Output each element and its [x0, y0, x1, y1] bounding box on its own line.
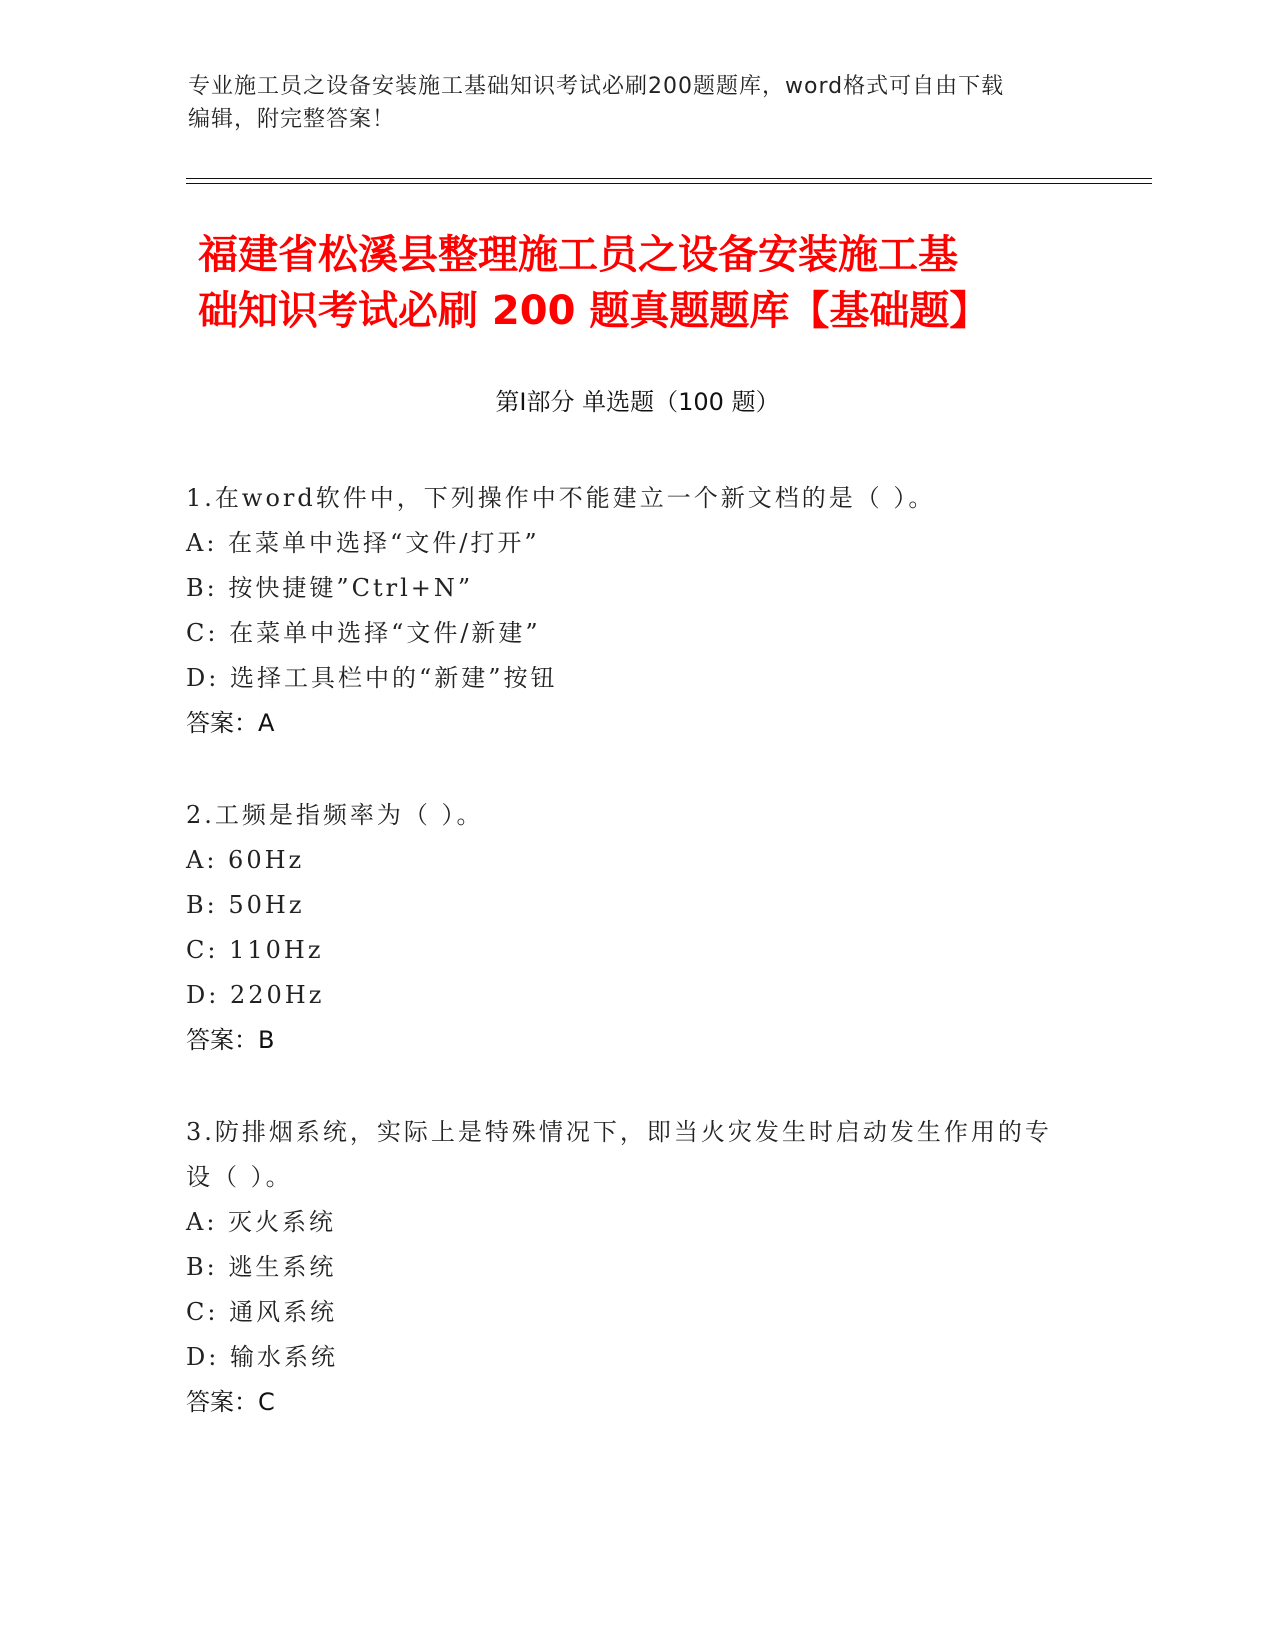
option-a: A: 60Hz — [186, 846, 305, 874]
option-d: D: 220Hz — [186, 981, 325, 1009]
question-3 — [186, 1110, 1086, 1425]
answer-line: 答案：B — [186, 1026, 275, 1054]
question-stem: 2.工频是指频率为（ ）。 — [186, 801, 484, 829]
option-b: B: 按快捷键”Ctrl+N” — [186, 574, 474, 602]
document-title-line-1: 福建省松溪县整理施工员之设备安装施工基 — [198, 232, 958, 278]
option-a: A: 在菜单中选择“文件/打开” — [186, 529, 540, 557]
option-c: C: 在菜单中选择“文件/新建” — [186, 619, 541, 647]
question-2 — [186, 793, 1086, 1063]
option-d: D: 选择工具栏中的“新建”按钮 — [186, 664, 558, 692]
page-header — [188, 70, 1088, 136]
option-c: C: 110Hz — [186, 936, 324, 964]
answer-line: 答案：C — [186, 1388, 275, 1416]
question-stem: 1.在word软件中，下列操作中不能建立一个新文档的是（ ）。 — [186, 484, 936, 512]
document-title — [198, 227, 1098, 339]
option-d: D: 输水系统 — [186, 1343, 338, 1371]
option-c: C: 通风系统 — [186, 1298, 338, 1326]
header-divider-top — [186, 178, 1152, 179]
header-text-line-2: 编辑，附完整答案！ — [188, 107, 396, 132]
question-1 — [186, 476, 1086, 746]
question-list — [186, 476, 1086, 1472]
answer-line: 答案：A — [186, 709, 275, 737]
document-title-line-2: 础知识考试必刷 200 题真题题库【基础题】 — [198, 288, 990, 334]
option-a: A: 灭火系统 — [186, 1208, 337, 1236]
question-stem: 3.防排烟系统，实际上是特殊情况下，即当火灾发生时启动发生作用的专设（ ）。 — [186, 1118, 1052, 1191]
header-divider-bottom — [186, 183, 1152, 184]
header-text-line-1: 专业施工员之设备安装施工基础知识考试必刷200题题库，word格式可自由下载 — [188, 74, 1005, 99]
option-b: B: 50Hz — [186, 891, 305, 919]
section-heading: 第Ⅰ部分 单选题（100 题） — [495, 388, 780, 416]
option-b: B: 逃生系统 — [186, 1253, 337, 1281]
